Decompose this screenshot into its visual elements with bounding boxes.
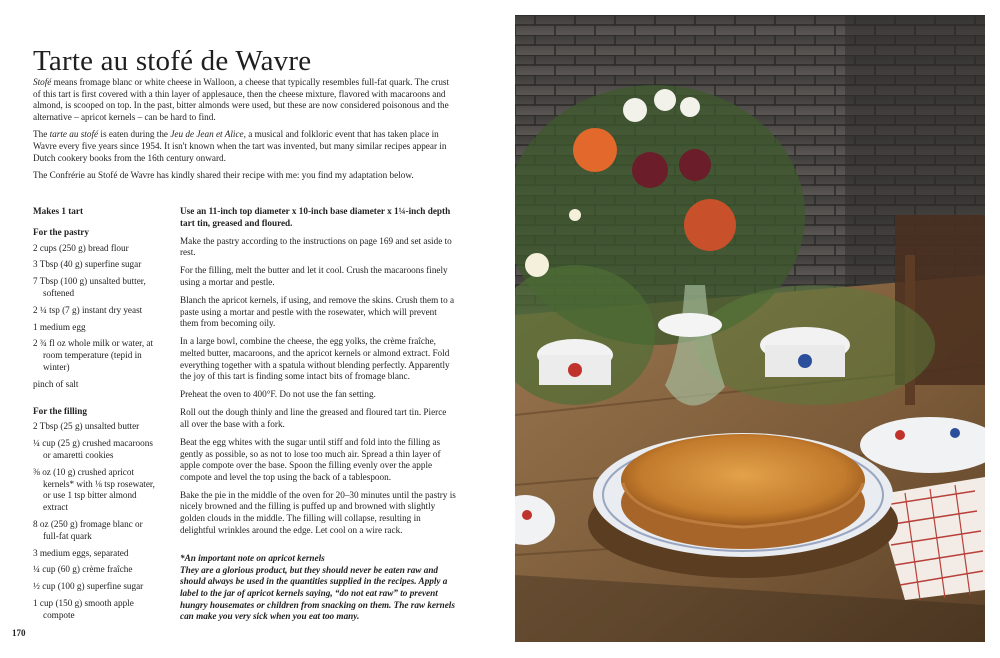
intro-paragraph-text: The Confrérie au Stofé de Wavre has kindly shared their recipe with me: you find my adaptation below. bbox=[33, 170, 414, 181]
method-step: Preheat the oven to 400°F. Do not use the fan setting. bbox=[180, 389, 376, 400]
ingredient-item: 1 cup (150 g) smooth apple compote bbox=[33, 597, 134, 620]
ingredient-item: ¼ cup (60 g) crème fraîche bbox=[33, 564, 133, 575]
intro-emphasis: Stofé bbox=[33, 77, 52, 87]
page-number: 170 bbox=[12, 628, 26, 638]
method-step: Blanch the apricot kernels, if using, and remove the skins. Crush them to a paste using a mortar and pestle with the rosewater, which will prevent them from becoming oily. bbox=[180, 295, 455, 329]
ingredient-item: 3 medium eggs, separated bbox=[33, 547, 129, 558]
filling-heading: For the filling bbox=[33, 405, 87, 416]
pastry-heading: For the pastry bbox=[33, 226, 89, 237]
page-title: Tarte au stofé de Wavre bbox=[33, 45, 312, 78]
method-step: Roll out the dough thinly and line the greased and floured tart tin. Pierce all over the base with a fork. bbox=[180, 407, 447, 429]
method-column bbox=[180, 206, 456, 629]
method-step: In a large bowl, combine the cheese, the egg yolks, the crème fraîche, melted butter, macaroons, and the apricot kernels or almond extract. Fold everything together with a spatula without blending perfectly. Apparently the joy of this tart is finding some intact bits of fromage blanc. bbox=[180, 336, 450, 382]
ingredient-item: 7 Tbsp (100 g) unsalted butter, softened bbox=[33, 276, 146, 298]
intro-paragraph-text: is eaten during the bbox=[98, 129, 171, 140]
method-step: Make the pastry according to the instructions on page 169 and set aside to rest. bbox=[180, 235, 452, 258]
intro-paragraph bbox=[33, 129, 453, 164]
intro-paragraph-text: means fromage blanc or white cheese in Walloon, a cheese that typically resembles full-fat quark. The crust of this tart is first covered with a thin layer of applesauce, then the cheese mixture, flavored with macaroons and almond, is scooped on top. In the past, bitter almonds were used, but these are now considered poisonous and the alternative – apricot kernels – can be hard to find. bbox=[33, 77, 450, 122]
method-step: For the filling, melt the butter and let it cool. Crush the macaroons finely using a mortar and pestle. bbox=[180, 265, 448, 287]
method-lead: Use an 11-inch top diameter x 10-inch base diameter x 1¼-inch depth tart tin, greased and floured. bbox=[180, 206, 451, 228]
ingredient-item: 3 Tbsp (40 g) superfine sugar bbox=[33, 259, 142, 270]
intro-text bbox=[33, 77, 453, 188]
ingredient-item: 1 medium egg bbox=[33, 321, 86, 332]
note-heading: *An important note on apricot kernels bbox=[180, 553, 325, 564]
intro-paragraph-text: The bbox=[33, 129, 50, 140]
ingredient-item: 2 cups (250 g) bread flour bbox=[33, 242, 129, 253]
ingredient-item: 2 ¾ fl oz whole milk or water, at room temperature (tepid in winter) bbox=[33, 338, 154, 372]
ingredient-item: ⅜ oz (10 g) crushed apricot kernels* with ⅛ tsp rosewater, or use 1 tsp bitter almond extract bbox=[33, 466, 155, 513]
ingredient-item: pinch of salt bbox=[33, 378, 79, 389]
ingredient-item: ½ cup (100 g) superfine sugar bbox=[33, 581, 144, 592]
ingredient-item: 8 oz (250 g) fromage blanc or full-fat quark bbox=[33, 518, 143, 541]
ingredient-item: 2 ¼ tsp (7 g) instant dry yeast bbox=[33, 304, 143, 315]
ingredients-column bbox=[33, 206, 158, 627]
intro-paragraph-text: , a musical and folkloric event that has taken place in Wavre every five years since 1954. It isn't known when the tart was invented, but many similar recipes appear in Dutch cookery books from the 16th century onward. bbox=[33, 129, 447, 163]
method-step: Bake the pie in the middle of the oven for 20–30 minutes until the pastry is nicely browned and the filling is puffed up and browned with slightly golden clouds in the middle. The filling will collapse, resulting in delightful wrinkles around the edge. Let cool on a wire rack. bbox=[180, 489, 456, 535]
ingredient-item: ¼ cup (25 g) crushed macaroons or amaretti cookies bbox=[33, 438, 153, 460]
apricot-note bbox=[180, 553, 456, 623]
intro-emphasis: Jeu de Jean et Alice bbox=[170, 129, 244, 140]
note-text: They are a glorious product, but they should never be eaten raw and should always be used in the quantities supplied in the recipes. Apply a label to the jar of apricot kernels saying, “do not eat raw” to prevent hungry housemates or children from snacking on them. The raw kernels can make you very sick when you eat too many. bbox=[180, 564, 455, 622]
ingredient-item: 2 Tbsp (25 g) unsalted butter bbox=[33, 421, 140, 432]
intro-paragraph bbox=[33, 170, 453, 182]
intro-paragraph bbox=[33, 77, 453, 123]
tart-photo bbox=[515, 15, 985, 642]
tart-photo-icon bbox=[515, 15, 985, 642]
method-step: Beat the egg whites with the sugar until stiff and fold into the filling as gently as possible, so as not to lose too much air. Spread a thin layer of apple compote over the base. Spoon the filling evenly over the apple compote and level the top using the back of a tablespoon. bbox=[180, 437, 441, 482]
yield-heading: Makes 1 tart bbox=[33, 206, 84, 216]
intro-emphasis: tarte au stofé bbox=[49, 129, 99, 140]
